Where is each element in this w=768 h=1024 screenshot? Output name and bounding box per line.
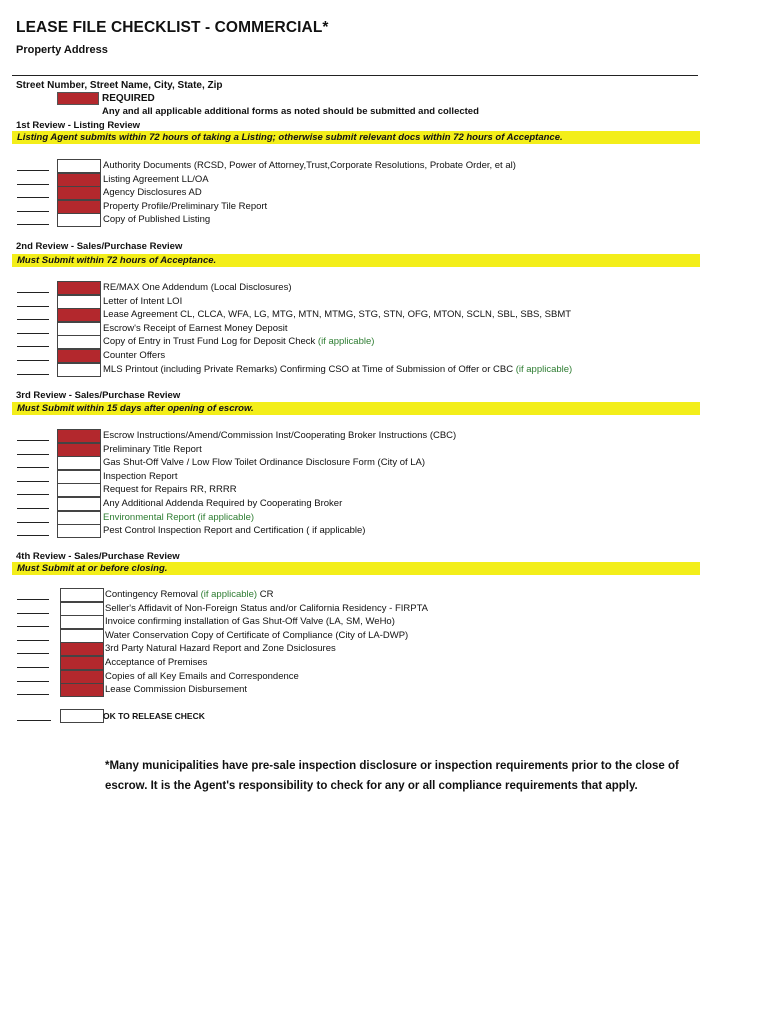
- checklist-row: [0, 213, 768, 227]
- required-checkbox[interactable]: [60, 642, 104, 656]
- checklist-row: [0, 524, 768, 538]
- item-text: Inspection Report: [103, 470, 178, 482]
- initials-blank[interactable]: [17, 319, 49, 320]
- item-text: RE/MAX One Addendum (Local Disclosures): [103, 282, 292, 293]
- item-text: Escrow's Receipt of Earnest Money Deposit: [103, 322, 288, 334]
- item-text: Agency Disclosures AD: [103, 187, 202, 199]
- checklist-row: [0, 670, 768, 684]
- checkbox[interactable]: [57, 470, 101, 484]
- checklist-item-label: [103, 214, 210, 226]
- checklist-row: [0, 629, 768, 643]
- initials-blank[interactable]: [17, 467, 49, 468]
- initials-blank[interactable]: [17, 170, 49, 171]
- checklist-row: [0, 363, 768, 377]
- checklist-row: [0, 173, 768, 187]
- item-text: Counter Offers: [103, 350, 166, 361]
- checkbox[interactable]: [57, 322, 101, 336]
- checklist-row: [0, 281, 768, 295]
- checklist-row: [0, 349, 768, 363]
- item-text: Authority Documents (RCSD, Power of Attorney,Trust,Corporate Resolutions, Probate Order, et al): [103, 160, 516, 171]
- initials-blank[interactable]: [17, 481, 49, 482]
- checklist-row: [0, 429, 768, 443]
- required-legend-swatch: [57, 92, 99, 105]
- ok-to-release-checkbox[interactable]: [60, 709, 104, 723]
- checklist-item-label: [103, 187, 202, 199]
- checkbox[interactable]: [60, 615, 104, 629]
- item-text: Escrow Instructions/Amend/Commission Inst/Cooperating Broker Instructions (CBC): [103, 430, 457, 441]
- initials-blank[interactable]: [17, 522, 49, 523]
- checklist-row: [0, 322, 768, 336]
- checkbox[interactable]: [60, 629, 104, 643]
- item-conditional-note: Environmental Report (if applicable): [103, 511, 255, 523]
- initials-blank[interactable]: [17, 626, 49, 627]
- checklist-row: [0, 470, 768, 484]
- section-3-deadline-band: [12, 402, 700, 415]
- initials-blank[interactable]: [17, 346, 49, 347]
- initials-blank[interactable]: [17, 224, 49, 225]
- section-1-title: 1st Review - Listing Review: [16, 120, 141, 131]
- initials-blank[interactable]: [17, 681, 49, 682]
- required-checkbox[interactable]: [57, 429, 101, 443]
- ok-to-release-row: [0, 709, 768, 723]
- item-text: Pest Control Inspection Report and Certification ( if applicable): [103, 525, 366, 537]
- checklist-item-label: [103, 296, 182, 308]
- checklist-row: [0, 483, 768, 497]
- checklist-item-label: [105, 657, 207, 669]
- checkbox[interactable]: [60, 588, 104, 602]
- ok-to-release-label: OK TO RELEASE CHECK: [103, 711, 205, 721]
- item-text: Letter of Intent LOI: [103, 295, 183, 307]
- checklist-item-label: [105, 643, 336, 655]
- initials-blank[interactable]: [17, 653, 49, 654]
- initials-blank[interactable]: [17, 599, 49, 600]
- checklist-item-label: [103, 484, 237, 496]
- checklist-item-label: [103, 174, 209, 186]
- item-text: Seller's Affidavit of Non-Foreign Status and/or California Residency - FIRPTA: [105, 602, 429, 614]
- item-conditional-note: (if applicable): [317, 336, 375, 348]
- section-3-title: 3rd Review - Sales/Purchase Review: [16, 390, 181, 401]
- checklist-row: [0, 443, 768, 457]
- checklist-item-label: [103, 336, 374, 348]
- address-field-label: Street Number, Street Name, City, State, Zip: [16, 80, 223, 91]
- checkbox[interactable]: [57, 456, 101, 470]
- item-text: MLS Printout (including Private Remarks) Confirming CSO at Time of Submission of Offer or CBC: [103, 363, 514, 375]
- checkbox[interactable]: [57, 335, 101, 349]
- checklist-item-label: [103, 525, 365, 537]
- item-conditional-note: (if applicable): [515, 363, 573, 375]
- checklist-row: [0, 335, 768, 349]
- checkbox[interactable]: [57, 524, 101, 538]
- footnote: *Many municipalities have pre-sale inspection disclosure or inspection requirements prior to the close of escrow. It is the Agent's responsibility to check for any or all compliance requirements that apply.: [105, 760, 679, 792]
- item-text: Copy of Entry in Trust Fund Log for Deposit Check: [103, 336, 316, 348]
- checklist-item-label: [105, 671, 299, 683]
- initials-blank[interactable]: [17, 494, 49, 495]
- checklist-item-label: [103, 350, 165, 362]
- legend-note: Any and all applicable additional forms as noted should be submitted and collected: [102, 106, 479, 117]
- required-checkbox[interactable]: [57, 443, 101, 457]
- initials-blank[interactable]: [17, 508, 49, 509]
- initials-blank[interactable]: [17, 454, 49, 455]
- checkbox[interactable]: [57, 159, 101, 173]
- item-text: Gas Shut-Off Valve / Low Flow Toilet Ordinance Disclosure Form (City of LA): [103, 457, 426, 469]
- item-text: Listing Agreement LL/OA: [103, 173, 209, 185]
- checklist-row: [0, 456, 768, 470]
- checklist-item-label: [105, 616, 395, 628]
- item-text: Contingency Removal: [105, 589, 198, 600]
- initials-blank[interactable]: [17, 720, 51, 721]
- section-2-deadline: Must Submit within 72 hours of Acceptance.: [17, 255, 217, 266]
- checkbox[interactable]: [57, 363, 101, 377]
- initials-blank[interactable]: [17, 640, 49, 641]
- initials-blank[interactable]: [17, 184, 49, 185]
- initials-blank[interactable]: [17, 306, 49, 307]
- checklist-row: [0, 295, 768, 309]
- checklist-item-label: [105, 684, 247, 696]
- required-checkbox[interactable]: [57, 281, 101, 295]
- item-text: Any Additional Addenda Required by Cooperating Broker: [103, 498, 343, 509]
- checklist-item-label: [103, 471, 177, 483]
- section-4-deadline: Must Submit at or before closing.: [17, 563, 168, 574]
- checkbox[interactable]: [57, 483, 101, 497]
- item-text: 3rd Party Natural Hazard Report and Zone Dsiclosures: [105, 643, 336, 655]
- checklist-row: [0, 602, 768, 616]
- initials-blank[interactable]: [17, 374, 49, 375]
- item-text: Property Profile/Preliminary Tile Report: [103, 200, 268, 212]
- required-checkbox[interactable]: [60, 656, 104, 670]
- address-line[interactable]: [12, 75, 698, 76]
- initials-blank[interactable]: [17, 613, 49, 614]
- checklist-row: [0, 497, 768, 511]
- section-2-title: 2nd Review - Sales/Purchase Review: [16, 241, 183, 252]
- checklist-item-label: [103, 498, 342, 510]
- checklist-row: [0, 642, 768, 656]
- initials-blank[interactable]: [17, 535, 49, 536]
- checklist-row: [0, 615, 768, 629]
- checklist-row: [0, 186, 768, 200]
- initials-blank[interactable]: [17, 440, 49, 441]
- checkbox[interactable]: [57, 295, 101, 309]
- checklist-item-label: [103, 323, 288, 335]
- checklist-row: [0, 656, 768, 670]
- item-text: Lease Commission Disbursement: [105, 684, 248, 696]
- item-text: Lease Agreement CL, CLCA, WFA, LG, MTG, MTN, MTMG, STG, STN, OFG, MTON, SCLN, SBL, SBS, SBMT: [103, 309, 572, 321]
- initials-blank[interactable]: [17, 292, 49, 293]
- checklist-item-label: [103, 430, 456, 442]
- checklist-item-label: [103, 444, 202, 456]
- checkbox[interactable]: [57, 497, 101, 511]
- checklist-row: [0, 308, 768, 322]
- initials-blank[interactable]: [17, 211, 49, 212]
- initials-blank[interactable]: [17, 197, 49, 198]
- item-text: Invoice confirming installation of Gas Shut-Off Valve (LA, SM, WeHo): [105, 616, 395, 628]
- checklist-item-label: [105, 630, 408, 642]
- item-text: Copy of Published Listing: [103, 214, 211, 226]
- initials-blank[interactable]: [17, 694, 49, 695]
- section-2-deadline-band: [12, 254, 700, 267]
- initials-blank[interactable]: [17, 667, 49, 668]
- section-1-deadline-band: [12, 131, 700, 144]
- item-text: Preliminary Title Report: [103, 443, 202, 455]
- item-text: Request for Repairs RR, RRRR: [103, 484, 237, 496]
- required-checkbox[interactable]: [57, 200, 101, 214]
- required-checkbox[interactable]: [57, 349, 101, 363]
- checklist-item-label: [103, 364, 572, 376]
- initials-blank[interactable]: [17, 360, 49, 361]
- checkbox[interactable]: [57, 511, 101, 525]
- required-checkbox[interactable]: [57, 308, 101, 322]
- item-text: Acceptance of Premises: [105, 657, 208, 668]
- checklist-item-label: [103, 457, 425, 469]
- checklist-item-label: [105, 589, 273, 601]
- initials-blank[interactable]: [17, 333, 49, 334]
- checklist-item-label: [103, 309, 571, 321]
- checklist-row: [0, 683, 768, 697]
- section-4-title: 4th Review - Sales/Purchase Review: [16, 551, 180, 562]
- checklist-row: [0, 588, 768, 602]
- page-title: LEASE FILE CHECKLIST - COMMERCIAL*: [16, 19, 329, 36]
- required-checkbox[interactable]: [57, 186, 101, 200]
- property-address-label: Property Address: [16, 44, 108, 56]
- checkbox[interactable]: [57, 213, 101, 227]
- item-text: Copies of all Key Emails and Correspondence: [105, 670, 299, 682]
- checklist-item-label: [103, 512, 254, 524]
- required-legend-label: REQUIRED: [102, 93, 155, 104]
- section-3-deadline: Must Submit within 15 days after opening of escrow.: [17, 403, 254, 414]
- checklist-row: [0, 200, 768, 214]
- item-form-code: CR: [259, 589, 274, 600]
- item-conditional-note: (if applicable): [200, 589, 258, 600]
- checklist-row: [0, 511, 768, 525]
- required-checkbox[interactable]: [60, 683, 104, 697]
- section-1-deadline: Listing Agent submits within 72 hours of taking a Listing; otherwise submit relevant docs within 72 hours of Acceptance.: [17, 132, 563, 143]
- checklist-item-label: [105, 603, 428, 615]
- checklist-item-label: [103, 282, 292, 294]
- checklist-row: [0, 159, 768, 173]
- checklist-item-label: [103, 201, 267, 213]
- required-checkbox[interactable]: [57, 173, 101, 187]
- item-text: Water Conservation Copy of Certificate of Compliance (City of LA-DWP): [105, 629, 409, 641]
- checkbox[interactable]: [60, 602, 104, 616]
- required-checkbox[interactable]: [60, 670, 104, 684]
- checklist-item-label: [103, 160, 516, 172]
- section-4-deadline-band: [12, 562, 700, 575]
